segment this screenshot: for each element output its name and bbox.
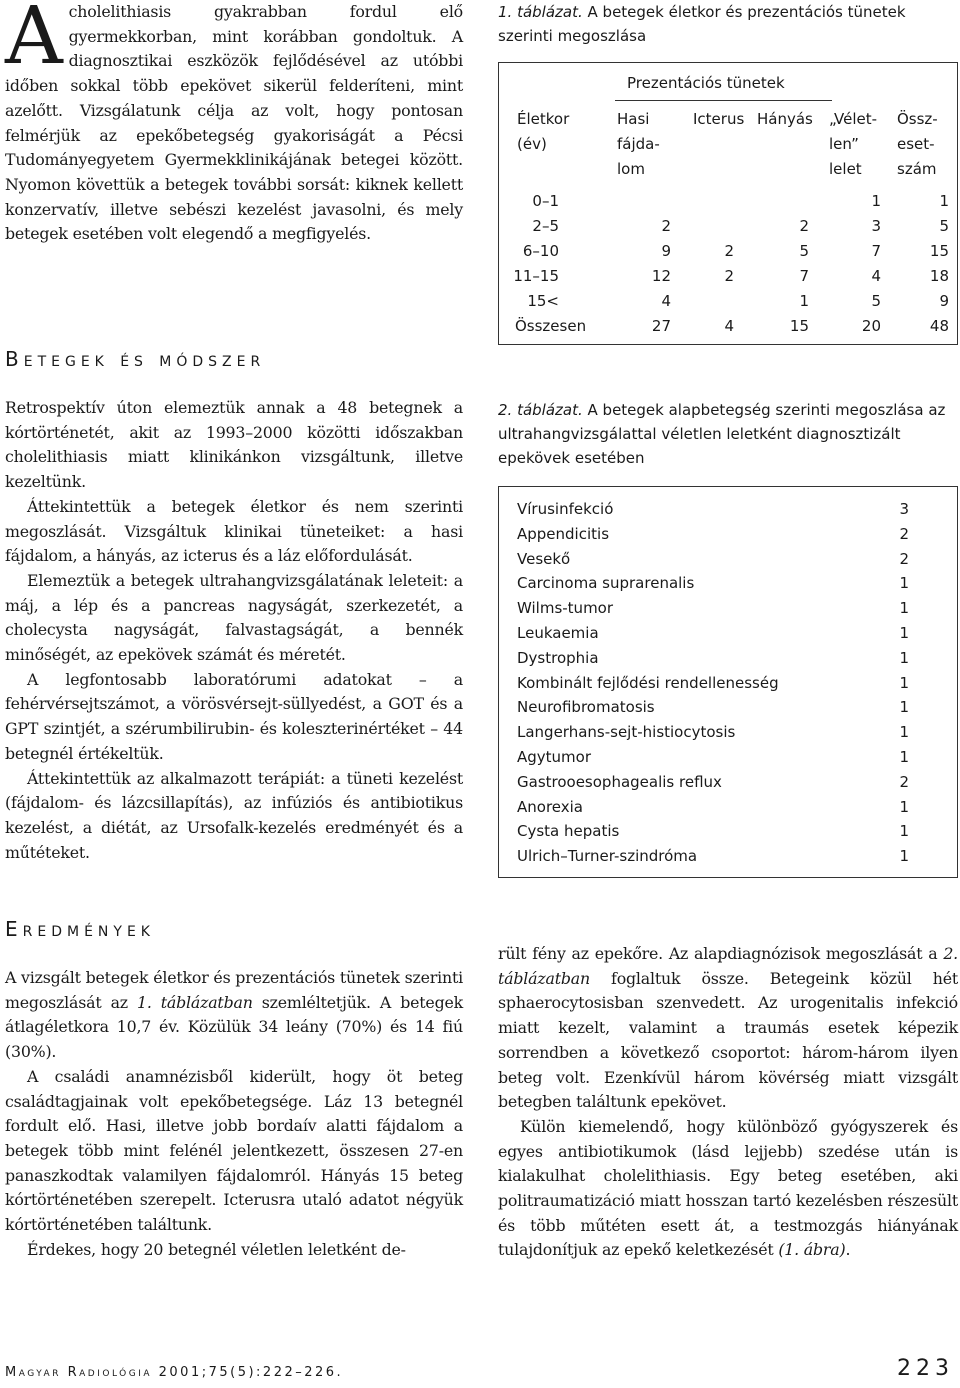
methods-paragraph: Retrospektív úton elemeztük annak a 48 betegnek a kórtörténetét, akit az 1993–2000 közötti időszakban cholelithiasis miatt klinikánkon vizsgáltunk, illetve kezeltünk. (5, 398, 463, 492)
table1 (498, 62, 958, 345)
table2-diagnosis: Vesekő (517, 549, 571, 568)
methods-text (5, 396, 463, 865)
table1-value-cell: 5 (871, 292, 881, 310)
journal-footer: Magyar Radiológia 2001;75(5):222–226. (5, 1365, 344, 1380)
page-number: 223 (897, 1356, 954, 1381)
results-paragraph (5, 1238, 463, 1263)
table2-count: 1 (899, 698, 909, 717)
table1-header-cell: Össz- eset- szám (897, 110, 938, 178)
table1-value-cell: 2 (724, 267, 734, 285)
table2 (498, 486, 958, 878)
table2-count: 1 (899, 723, 909, 742)
table1-value-cell: 7 (799, 267, 809, 285)
table1-value-cell: 4 (724, 317, 734, 335)
text-run: . (845, 1240, 851, 1260)
table2-count: 1 (899, 599, 909, 618)
table1-value-cell: 2 (661, 217, 671, 235)
table1-header-cell: „Vélet- len” lelet (829, 110, 878, 178)
table1-caption-text: A betegek életkor és prezentációs tünetek szerinti megoszlása (498, 3, 906, 45)
methods-paragraph: Áttekintettük az alkalmazott terápiát: a tüneti kezelést (fájdalom- és lázcsillapítás), az infúziós és antibiotikus kezelést, a diétát, az Ursofalk-kezelés eredményét és a műtéteket. (5, 768, 463, 862)
text-run: Külön kiemelendő, hogy különböző gyógyszerek és egyes antibiotikumok (lásd lejjebb) szedése után is kialakulhat cholelithiasis. Egy beteg esetében, aki politraumatizáció miatt hosszan tartó kezelésben részesült és több műtéten esett át, a testmozgás hiányának tulajdonítjuk az epekő keletkezését (498, 1116, 958, 1260)
table1-age-cell: Összesen (515, 317, 587, 335)
table2-diagnosis: Neurofibromatosis (517, 698, 655, 717)
text-run: A családi anamnézisből kiderült, hogy öt beteg családtagjainak volt epekőbetegsége. Láz 13 betegnél fordult elő. Hasi, illetve jobb bordaív alatti fájdalom a betegek több mint felénél jelentkezett, összesen 27-en panaszkodtak valamilyen fájdalomról. Hányás 15 beteg kórtörténetében szerepelt. Icterusra utaló adatot négyük kórtörténetében találtunk. (5, 1066, 463, 1235)
table2-count: 1 (899, 574, 909, 593)
table2-row (517, 844, 909, 869)
methods-paragraph: Áttekintettük a betegek életkor és nem szerinti megoszlását. Vizsgáltuk klinikai tüneteiket: a hasi fájdalom, a hányás, az icterus és a láz előfordulását. (5, 496, 463, 566)
table2-diagnosis: Ulrich–Turner-szindróma (517, 847, 698, 866)
table2-diagnosis: Anorexia (517, 797, 583, 816)
methods-paragraph: Elemeztük a betegek ultrahangvizsgálatának leleteit: a máj, a lép és a pancreas nagyságát, szerkezetét, a cholecysta nagyságát, falvastagságát, a bennék minőségét, az epekövek számát és méretét. (5, 570, 463, 665)
table2-count: 1 (899, 797, 909, 816)
text-ref: 1. táblázatban (137, 992, 253, 1012)
text-run: szemléltetjük. A betegek átlagéletkora 10,7 év. Közülük 34 leány (70%) és 14 fiú (30%). (5, 992, 463, 1062)
table1-value-cell: 2 (724, 242, 734, 260)
table1-header-cell: Hányás (757, 110, 813, 128)
table2-count: 2 (899, 524, 909, 543)
table2-diagnosis: Vírusinfekció (517, 500, 614, 518)
table2-row (517, 795, 909, 820)
text-run: Érdekes, hogy 20 betegnél véletlen leletként de- (27, 1239, 406, 1259)
results-text-right (498, 942, 958, 1263)
table2-row (517, 770, 909, 795)
table2-diagnosis: Carcinoma suprarenalis (517, 574, 695, 593)
text-run: rült fény az epekőre. Az alapdiagnózisok megoszlását a (498, 944, 944, 963)
table2-row (517, 547, 909, 572)
table2-diagnosis: Langerhans-sejt-histiocytosis (517, 723, 736, 742)
table1-group-rule (615, 100, 832, 101)
table2-count: 1 (899, 673, 909, 692)
table1-value-cell: 48 (929, 317, 949, 335)
table1-value-cell: 7 (871, 242, 881, 260)
table2-row (517, 621, 909, 646)
intro-block (5, 0, 463, 247)
results-heading: Eredmények (5, 917, 155, 941)
table1-caption (498, 0, 958, 48)
table2-diagnosis: Agytumor (517, 747, 592, 766)
table1-value-cell: 5 (939, 217, 949, 235)
results-text-left (5, 966, 463, 1262)
table2-row (517, 571, 909, 596)
table2-caption-num: 2. táblázat. (498, 401, 583, 419)
table2-row (517, 522, 909, 547)
table2-row (517, 646, 909, 671)
table1-value-cell: 5 (799, 242, 809, 260)
table2-row (517, 720, 909, 745)
table1-value-cell: 4 (661, 292, 671, 310)
table1-group-header: Prezentációs tünetek (627, 74, 785, 92)
table1-value-cell: 1 (799, 292, 809, 310)
text-run: foglaltuk össze. Betegeink közül hét sphaerocytosisban szenvedett. Az urogenitalis infekció miatt kezelt, valamint a traumás esetek képezik sorrendben a következő csoportot: három-három ilyen beteg volt. Ezenkívül három kövérség miatt vizsgált betegben találtunk epekövet. (498, 968, 958, 1112)
table1-value-cell: 1 (939, 192, 949, 210)
table2-row (517, 745, 909, 770)
results-paragraph (5, 966, 463, 1065)
table2-caption (498, 398, 958, 470)
text-run: A vizsgált betegek életkor és prezentációs tünetek szerinti megoszlását az (5, 968, 463, 1012)
table1-header-cell: Életkor (év) (517, 110, 570, 153)
table2-count: 1 (899, 747, 909, 766)
table1-value-cell: 3 (871, 217, 881, 235)
table1-value-cell: 15 (929, 242, 949, 260)
table1-value-cell: 2 (799, 217, 809, 235)
table1-value-cell: 4 (871, 267, 881, 285)
dropcap: A (5, 0, 63, 82)
table2-diagnosis: Kombinált fejlődési rendellenesség (517, 673, 779, 692)
table2-diagnosis: Appendicitis (517, 524, 610, 543)
table1-age-cell: 15< (527, 292, 559, 310)
table2-diagnosis: Dystrophia (517, 648, 599, 667)
table2-row (517, 671, 909, 696)
table2-diagnosis: Wilms-tumor (517, 599, 614, 618)
table1-value-cell: 1 (871, 192, 881, 210)
table2-count: 1 (899, 648, 909, 667)
table2-count: 2 (899, 772, 909, 791)
table2-row (517, 819, 909, 844)
table2-diagnosis: Gastrooesophagealis reflux (517, 772, 722, 791)
table1-caption-num: 1. táblázat. (498, 3, 583, 21)
table1-value-cell: 27 (651, 317, 671, 335)
table1-age-cell: 6–10 (522, 242, 559, 260)
table2-count: 1 (899, 623, 909, 642)
table2-count: 3 (899, 500, 909, 518)
table1-age-cell: 11–15 (513, 267, 559, 285)
table1-value-cell: 15 (789, 317, 809, 335)
table2-row (517, 596, 909, 621)
table2-count: 1 (899, 847, 909, 866)
table1-value-cell: 9 (939, 292, 949, 310)
table2-caption-text: A betegek alapbetegség szerinti megoszlása az ultrahangvizsgálattal véletlen leletként diagnosztizált epekövek esetében (498, 401, 946, 467)
table1-value-cell: 20 (861, 317, 881, 335)
table2-row (517, 695, 909, 720)
table2-row (517, 497, 909, 522)
table1-value-cell: 12 (651, 267, 671, 285)
table1-age-cell: 0–1 (532, 192, 559, 210)
table2-count: 2 (899, 549, 909, 568)
table1-age-cell: 2–5 (532, 217, 559, 235)
methods-heading: Betegek és módszer (5, 347, 266, 371)
table2-diagnosis: Leukaemia (517, 623, 599, 642)
table2-diagnosis: Cysta hepatis (517, 822, 620, 841)
results-paragraph (498, 942, 958, 1115)
methods-paragraph: A legfontosabb laboratórumi adatokat – a fehérvérsejtszámot, a vörösvérsejt-süllyedést, a GOT és a GPT szintjét, a szérumbilirubin- és koleszterinértéket – 44 betegnél értékeltük. (5, 669, 463, 763)
text-ref: 2. táblázatban (498, 944, 958, 988)
table1-header-cell: Hasi fájda- lom (617, 110, 660, 178)
table1-value-cell: 18 (929, 267, 949, 285)
table1-header-cell: Icterus (693, 110, 745, 128)
table1-value-cell: 9 (661, 242, 671, 260)
results-paragraph (498, 1115, 958, 1263)
intro-text: cholelithiasis gyakrabban fordul elő gyermekkorban, mint korábban gondoltuk. A diagnosztikai eszközök fejlődésével az utóbbi időben sokkal több epekövet sikerül felderíteni, mint azelőtt. Vizsgálatunk célja az volt, hogy pontosan felmérjük az epekőbetegség gyakoriságát a Pécsi Tudományegyetem Gyermekklinikájának betegei között. Nyomon követtük a betegek további sorsát: kiknek kellett konzervatív, illetve sebészi kezelést javasolni, és mely betegek esetében volt elegendő a megfigyelés. (5, 2, 463, 244)
results-paragraph (5, 1065, 463, 1238)
table2-count: 1 (899, 822, 909, 841)
text-ref: (1. ábra) (778, 1240, 846, 1260)
